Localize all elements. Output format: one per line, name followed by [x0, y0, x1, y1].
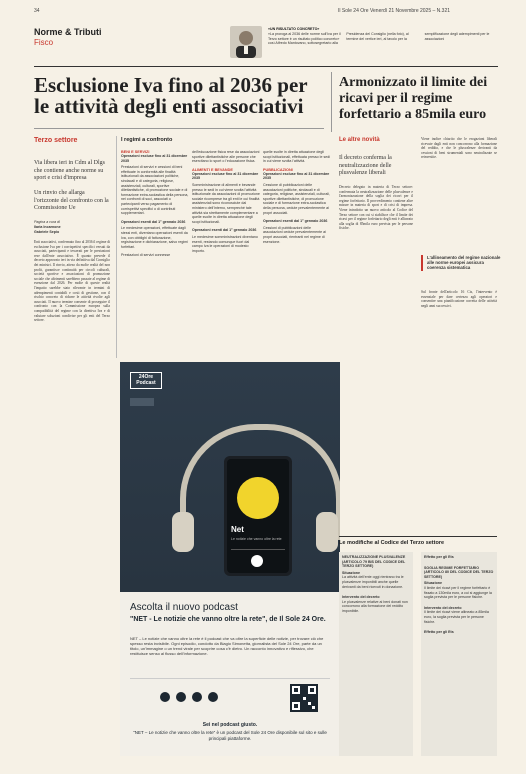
ad-text-panel — [120, 592, 340, 756]
box-item-3-text: Le plusvalenze relative ai beni donati non concorrono alla formazione del reddito imponibile. — [342, 599, 408, 613]
ad-divider — [130, 678, 330, 679]
col2-text: Somministrazione di alimenti e bevande presso le sedi in cui viene svolta l'attività istituzionale da associazioni di promozione sociale ricomprese tra gli enti le cui finalità assistenziali sono riconosciute dal ministero dell'Interno, sempreché tale attività sia strettamente complementare a quelle svolte in diretta attuazione degli scopi istituzionali. — [192, 182, 260, 224]
col1-sub: Operazioni escluse fino al 31 dicembre 2035 — [121, 154, 188, 163]
main-headline: Esclusione Iva fino al 2036 per le attività degli enti associativi — [34, 73, 308, 118]
ad-visual — [120, 362, 340, 592]
author-1: Ilaria Incarnone — [34, 225, 61, 229]
podcast-subtitle: Le notizie che vanno oltre la rete — [231, 537, 282, 541]
quote-label: «UN RISULTATO CONCRETO» — [268, 27, 320, 31]
box-item-2-heading: SOGLIA REGIME FORFETTARIO (ARTICOLO 80 DEL CODICE DEL TERZO SETTORE) — [424, 565, 494, 579]
podcast-ad[interactable] — [120, 362, 340, 756]
col3-text-a: quelle svolte in diretta attuazione degli scopi istituzionali, effettuata presso le sedi in cui viene svolta l'attività. — [263, 150, 331, 164]
ad-badge-icon — [130, 398, 154, 406]
ad-footer-2: "NET – Le notizie che vanno oltre la rete" è un podcast del Sole 24 Ore disponibile sul sito e sulle principali piattaforme. — [133, 730, 327, 741]
col2-text-2: Le medesime somministrazioni diventano esenti, restando comunque fuori dal campo Iva le operazioni di modesto importo. — [192, 234, 258, 253]
col3-heading: PUBBLICAZIONI — [263, 167, 293, 172]
platform-icon-4[interactable] — [208, 692, 218, 702]
col3-sub: Operazioni escluse fino al 31 dicembre 2035 — [263, 171, 330, 181]
col1-text: Prestazioni di servizi e cessioni di beni effettuate in conformità alle finalità istituzionali da associazioni politiche, sindacali e di categoria, religiose, assistenziali, culturali, sportive dilettantistiche, di promozione sociale e di formazione extra-scolastica della persona, nei confronti di soci, associati o partecipanti verso pagamento di corrispettivi specifici o di contributi supplementari. — [121, 165, 189, 216]
table-left-rule — [116, 136, 117, 358]
col1-heading: BENI E SERVIZI — [121, 150, 150, 154]
box-item-2-label: Situazione — [424, 581, 442, 586]
main-body: Enti associativi, confermato fino al 2036 il regime di esclusione Iva per i corrispettivi specifici versati da associati, partecipanti e tesserati per le prestazioni rese dall'ente associativo. È quanto prevede il decreto approvato ieri in via definitiva dal Consiglio dei ministri. Il rinvio, atteso da molte realtà del non profit, garantisce continuità per circoli culturali, società sportive e associazioni di promozione sociale che altrimenti sarebbero passate al regime di esenzione dal 2026. Per molte di queste realtà l'impatto sarebbe stato rilevante in termini di adempimenti contabili e costi di gestione, con il rischio concreto di ridurre le attività rivolte agli associati. Il nuovo termine consente di proseguire il confronto con la Commissione europea sulla compatibilità del regime con la direttiva Iva e di valutare soluzioni condivise per gli enti del Terzo settore. — [34, 240, 110, 323]
qr-code-icon[interactable] — [290, 684, 318, 712]
box-item-4-label: Intervento del decreto — [424, 605, 462, 610]
table-col-2 — [192, 150, 260, 253]
col3-text-2: Cessioni di pubblicazioni delle associazioni cedute prevalentemente ai propri associati, rientranti nel regime di esenzione. — [263, 225, 326, 244]
box-item-1-heading: NEUTRALIZZAZIONE PLUSVALENZE (ARTICOLO 79 BIS DEL CODICE DEL TERZO SETTORE) — [342, 555, 406, 569]
side-kicker: Le altre novità — [339, 137, 380, 143]
box-col-left — [339, 552, 413, 756]
phone-mockup — [224, 456, 292, 576]
col2-sub: Operazioni escluse fino al 31 dicembre 2035 — [192, 171, 259, 181]
column-divider — [331, 72, 332, 132]
platform-icon-1[interactable] — [160, 692, 170, 702]
side-body: Decreto delegato in materia di Terzo settore: confermata la neutralizzazione delle plusvalenze e l'armonizzazione della soglia dei ricavi per il regime forfettario. Il provvedimento contiene altre misure in materia di sport e di crisi di impresa. Viene introdotto un nuovo articolo al Codice del Terzo settore con cui si stabilisce che il limite dei ricavi per il regime forfettario degli enti è allineato alla soglia di 85mila euro prevista per le persone fisiche. — [339, 185, 413, 231]
play-button[interactable] — [251, 555, 263, 567]
col1-sub-2: Operazioni esenti dal 1° gennaio 2036 — [121, 219, 186, 224]
headline-rule — [34, 128, 324, 129]
platform-icon-2[interactable] — [176, 692, 186, 702]
box-item-1-label: Situazione — [342, 570, 360, 575]
side-body-3: Sul fronte dell'articolo 16 Cts, l'intervento è essenziale per dare certezza agli operatori e consentire una pianificazione corretta delle attività negli anni successivi. — [421, 290, 497, 308]
box-item-3-heading: Effetto per gli Ets — [424, 555, 454, 559]
header-rule — [34, 66, 498, 67]
box-top-rule — [339, 536, 497, 537]
side-headline: Armonizzato il limite dei ricavi per il regime forfettario a 85mila euro — [339, 75, 488, 122]
col2-heading: ALIMENTI E BEVANDE — [192, 167, 233, 172]
quote-text: «La proroga al 2036 delle norme sull'Iva per il Terzo settore è un risultato politico concreto» così Alfredo Mantovano, sottosegretario alla Presidenza del Consiglio (nella foto), al termine del vertice ieri, al tavolo per la semplificazione degli adempimenti per le associazioni — [268, 32, 490, 46]
headphone-right-cup — [316, 512, 338, 552]
col1-text-2: Le medesime operazioni, effettuate dagli stessi enti, diventano operazioni esenti da Iva, con obblighi di fatturazione, registrazione e dichiarazione, salvo regimi forfettari. — [121, 226, 188, 249]
table-col-3 — [263, 150, 331, 244]
section-subtitle: Fisco — [34, 38, 54, 47]
ad-footer-1: Sei nel podcast giusto. — [202, 722, 258, 728]
folio-masthead: Il Sole 24 Ore Venerdì 21 Novembre 2025 – N.321 — [338, 8, 451, 14]
side-note — [421, 255, 503, 271]
ad-body: NET – Le notizie che vanno oltre la rete è il podcast che va oltre la superficie delle notizie, per trovare ciò che spesso resta invisibile. Ogni episodio, condotto da Biagio Simonetta, giornalista del Sole 24 Ore, parte da un titolo, un'immagine o un trend virale per scoprire cosa c'è dietro. Un racconto innovativo e riflessivo, che restituisce senso al flusso dell'informazione. — [130, 636, 324, 656]
podcast-title: Net — [231, 525, 244, 534]
podcast-cover-disc — [237, 477, 279, 519]
box-item-2-text: Il limite dei ricavi per il regime forfettario è fissato a 130mila euro, a cui si aggiunge la soglia prevista per le persone fisiche. — [424, 585, 492, 600]
platform-icon-3[interactable] — [192, 692, 202, 702]
box-item-1-text: La attività dell'ente oggi rientrano tra le plusvalenze imponibili anche quelle derivanti da beni ricevuti in donazione. — [342, 575, 404, 589]
col2-sub-2: Operazioni esenti dal 1° gennaio 2036 — [192, 228, 257, 233]
page-number: 34 — [34, 8, 40, 14]
main-deck: Via libera ieri in Cdm al Dlgs che contiene anche norme su sport e crisi d'impresa — [34, 160, 105, 181]
col2-text-a: dell'educazione fisica rese da associazioni sportive dilettantistiche alle persone che esercitano lo sport o l'educazione fisica. — [192, 150, 260, 164]
headphone-left-cup — [172, 512, 194, 552]
section-title: Norme & Tributi — [34, 27, 102, 37]
col3-sub-2: Operazioni esenti dal 1° gennaio 2036 — [263, 219, 328, 224]
box-item-4-text: Il limite dei ricavi viene allineato a 85mila euro, la soglia prevista per le persone fisiche. — [424, 610, 489, 624]
box-item-3-label: Intervento del decreto — [342, 595, 380, 600]
col1-sub-3: Prestazioni di servizi connesse — [121, 253, 171, 258]
portrait-photo — [230, 26, 262, 58]
side-body-2: Viene inoltre chiarito che le erogazioni liberali ricevute dagli enti non concorrono alla formazione del reddito, e che le plusvalenze derivanti da cessioni di beni strumentali sono neutralizzate se reinvestite. — [421, 137, 497, 160]
main-kicker: Terzo settore — [34, 137, 78, 144]
author-2: Gabriele Sepio — [34, 230, 60, 234]
side-note-title: L'allineamento del regime nazionale alle norme europei assicura coerenza sistematica — [427, 255, 501, 271]
main-deck-2: Un rinvio che allarga l'orizzonte del confronto con la Commissione Ue — [34, 190, 109, 211]
side-subhead: Il decreto conferma la neutralizzazione delle plusvalenze liberali — [339, 155, 392, 176]
progress-track — [231, 549, 285, 550]
box-item-4-heading: Effetto per gli Ets — [424, 630, 454, 635]
table-col-1 — [121, 150, 189, 258]
ad-brand-logo: 24Ore Podcast — [130, 372, 162, 389]
ad-headline: Ascolta il nuovo podcast — [130, 602, 238, 613]
col3-text: Cessione di pubblicazioni delle associazioni politiche, sindacali e di categoria, religiose, assistenziali, culturali, sportive dilettantistiche, di promozione sociale e di formazione extra-scolastica della persona, cedute prevalentemente ai propri associati. — [263, 182, 330, 215]
table-title: I regimi a confronto — [121, 137, 173, 143]
byline-label: Pagina a cura di — [34, 220, 60, 224]
box-title: Le modifiche al Codice del Terzo settore — [339, 540, 445, 546]
box-col-right — [421, 552, 497, 756]
ad-headline-2: "NET - Le notizie che vanno oltre la rete", de Il Sole 24 Ore. — [130, 616, 326, 623]
